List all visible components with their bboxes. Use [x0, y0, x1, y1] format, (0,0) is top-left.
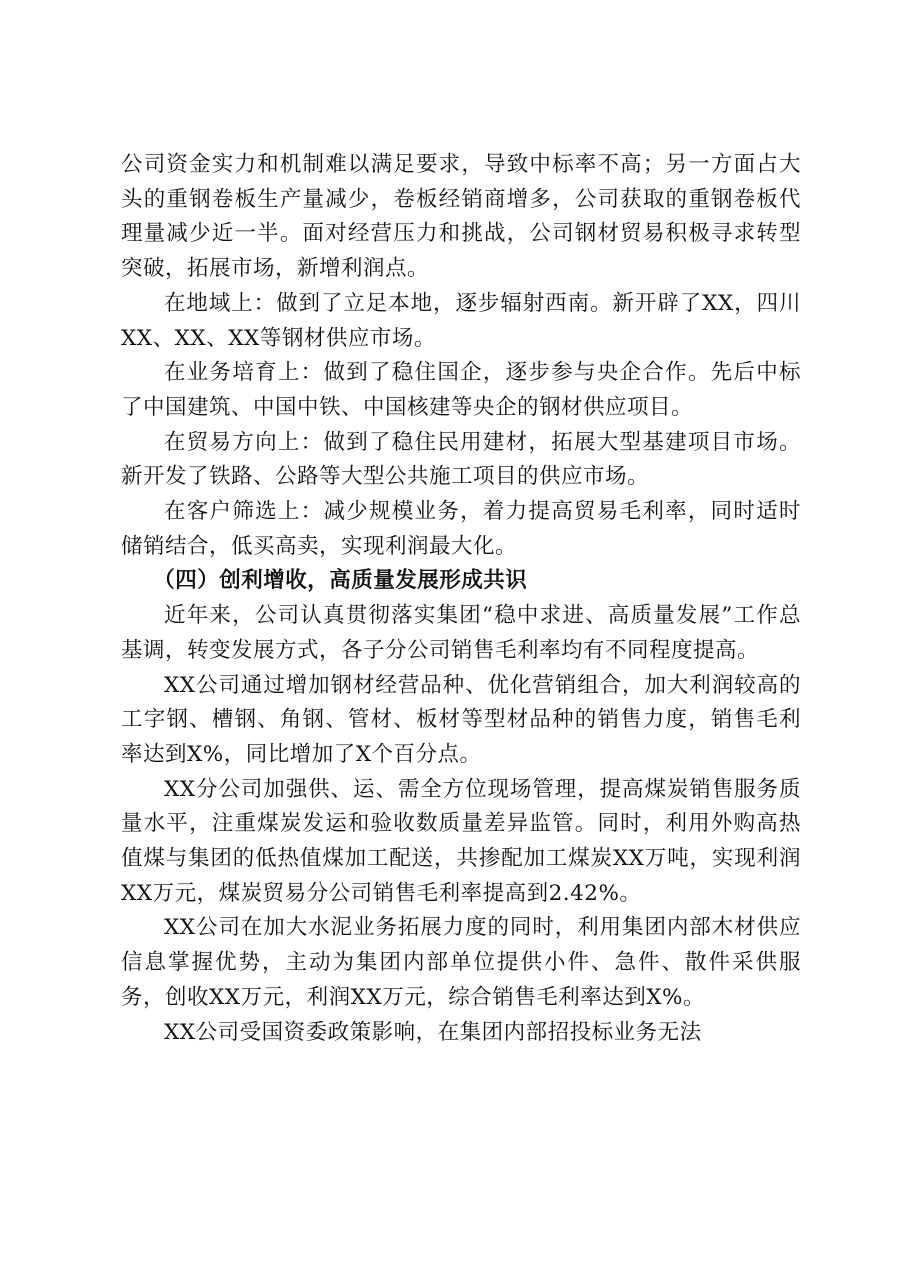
paragraph-trade-direction: 在贸易方向上：做到了稳住民用建材，拓展大型基建项目市场。新开发了铁路、公路等大型公共施工项目的供应市场。: [121, 429, 801, 490]
paragraph-steel-company: XX公司通过增加钢材经营品种、优化营销组合，加大利润较高的工字钢、槽钢、角钢、管材、板材等型材品种的销售力度，销售毛利率达到X%，同比增加了X个百分点。: [121, 672, 801, 767]
paragraph-continuation: 公司资金实力和机制难以满足要求，导致中标率不高；另一方面占大头的重钢卷板生产量减少，卷板经销商增多，公司获取的重钢卷板代理量减少近一半。面对经营压力和挑战，公司钢材贸易积极寻求转型突破，拓展市场，新增利润点。: [121, 152, 801, 282]
paragraph-coal-branch: XX分公司加强供、运、需全方位现场管理，提高煤炭销售服务质量水平，注重煤炭发运和验收数质量差异监管。同时，利用外购高热值煤与集团的低热值煤加工配送，共掺配加工煤炭XX万吨，实现利润XX万元，煤炭贸易分公司销售毛利率提高到2.42%。: [121, 776, 801, 906]
paragraph-cement-company: XX公司在加大水泥业务拓展力度的同时，利用集团内部木材供应信息掌握优势，主动为集团内部单位提供小件、急件、散件采供服务，创收XX万元，利润XX万元，综合销售毛利率达到X%。: [121, 915, 801, 1010]
paragraph-regional-expansion: 在地域上：做到了立足本地，逐步辐射西南。新开辟了XX，四川XX、XX、XX等钢材供应市场。: [121, 290, 801, 351]
paragraph-sasac-policy: XX公司受国资委政策影响，在集团内部招投标业务无法: [164, 1019, 702, 1045]
document-body: [121, 148, 801, 1050]
section-heading: （四）创利增收，高质量发展形成共识: [153, 568, 528, 594]
paragraph-business-cultivation: 在业务培育上：做到了稳住国企，逐步参与央企合作。先后中标了中国建筑、中国中铁、中国核建等央企的钢材供应项目。: [121, 360, 801, 420]
paragraph-customer-screening: 在客户筛选上：减少规模业务，着力提高贸易毛利率，同时适时储销结合，低买高卖，实现利润最大化。: [121, 499, 801, 559]
paragraph-recent-years: 近年来，公司认真贯彻落实集团“稳中求进、高质量发展”工作总基调，转变发展方式，各子分公司销售毛利率均有不同程度提高。: [121, 603, 801, 663]
